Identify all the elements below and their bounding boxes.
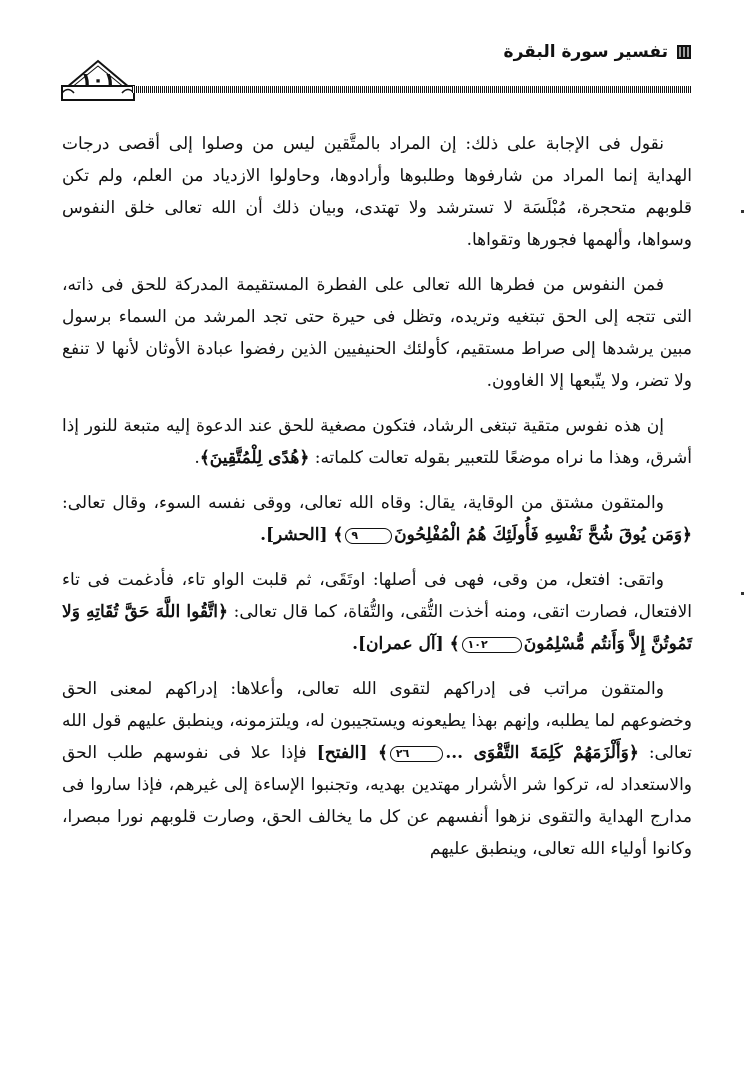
quran-verse: ﴿وَأَلْزَمَهُمْ كَلِمَةَ التَّقْوَى ...: [445, 743, 639, 763]
paragraph-p3: [62, 410, 692, 474]
paragraph-p6: [62, 673, 692, 865]
paragraph-text: والمتقون مشتق من الوقاية، يقال: وقاه الله تعالى، ووقى نفسه السوء، وقال تعالى:: [62, 493, 664, 513]
quran-verse: ﴿اتَّقُوا اللَّهَ حَقَّ تُقَاتِهِ وَلا تَمُوتُنَّ إِلاَّ وَأَنتُم مُّسْلِمُونَ: [62, 602, 692, 654]
verse-number-marker: ١٠٢: [462, 637, 522, 653]
paragraph-text: فمن النفوس من فطرها الله تعالى على الفطرة المستقيمة المدركة للحق فى ذاته، التى تتجه إلى الحق تبتغيه وتريده، وتظل فى حيرة حتى تجد المرشد من السماء برسول مبين يرشدها إلى صراط مستقيم، كأولئك الحنيفيين الذين رفضوا عبادة الأوثان لأنها لا تنفع ولا تضر، ولا يتّبعها إلا الغاوون.: [62, 275, 692, 391]
quran-verse: ﴾: [377, 743, 388, 763]
quran-verse: ﴾: [333, 525, 344, 545]
margin-mark: [741, 210, 744, 213]
verse-number-marker: ٢٦: [390, 746, 443, 762]
paragraph-text: إن هذه نفوس متقية تبتغى الرشاد، فتكون مصغية للحق عند الدعوة إليه متبعة للنور إذا أشرق، وهذا ما نراه موضعًا للتعبير بقوله تعالت كلماته:: [62, 416, 692, 468]
paragraph-text: فإذا علا فى نفوسهم طلب الحق والاستعداد له، تركوا شر الأشرار مهتدين بهديه، وتجنبوا الإساءة إلى غيرهم، فإذا ساروا فى مدارج الهداية والتقوى نزهوا أنفسهم عن كل ما يخالف الحق، وصارت قلوبهم نورا مبصرا، وكانوا أولياء الله تعالى، وينطبق عليهم: [62, 743, 692, 859]
surah-reference: [آل عمران].: [352, 634, 450, 654]
running-title: تفسير سورة البقرة: [503, 42, 668, 62]
running-title-wrap: [504, 42, 692, 62]
quran-verse: ﴿هُدًى لِلْمُتَّقِينَ﴾: [199, 448, 310, 468]
paragraph-text: واتقى: افتعل، من وقى، فهى فى أصلها: اوتَقَى، ثم قلبت الواو تاء، فأدغمت فى تاء الافتعال، فصارت اتقى، ومنه أخذت التُّقى، والتُّقاة، كما قال تعالى:: [62, 570, 692, 622]
surah-reference: [الفتح]: [316, 743, 378, 763]
quran-verse: ﴿وَمَن يُوقَ شُحَّ نَفْسِهِ فَأُولَئِكَ هُمُ الْمُفْلِحُونَ: [394, 525, 692, 545]
paragraph-text: والمتقون مراتب فى إدراكهم لتقوى الله تعالى، وأعلاها: إدراكهم لمعنى الحق وخضوعهم لما يطلبه، وإنهم بهذا يطيعونه ويستجيبون له، ويلتزمونه، وينطبق عليهم قول الله تعالى:: [62, 679, 693, 763]
page-number-frame: [60, 58, 136, 104]
page-number: ١٠١: [80, 69, 116, 91]
margin-mark: [741, 592, 744, 595]
paragraph-text: .: [194, 448, 200, 468]
paragraph-p4: [62, 487, 692, 551]
paragraph-p1: [62, 128, 692, 256]
ornament-bullet-icon: [676, 44, 692, 60]
header-rule: [132, 86, 692, 93]
paragraph-text: نقول فى الإجابة على ذلك: إن المراد بالمتَّقين ليس من وصلوا إلى أقصى درجات الهداية إنما المراد من شارفوها وطلبوها وأرادوها، وحاولوا الازدياد من العلم، ولم تكن قلوبهم متحجرة، مُبْلَسَة لا تسترشد ولا تهتدى، وبيان ذلك أن الله تعالى خلق النفوس وسواها، وألهمها فجورها وتقواها.: [62, 134, 692, 250]
page-header: [60, 38, 692, 108]
verse-number-marker: ٩: [345, 528, 392, 544]
page-body: [62, 128, 692, 878]
paragraph-p5: [62, 564, 692, 660]
surah-reference: [الحشر].: [260, 525, 334, 545]
quran-verse: ﴾: [449, 634, 460, 654]
paragraph-p2: [62, 269, 692, 397]
